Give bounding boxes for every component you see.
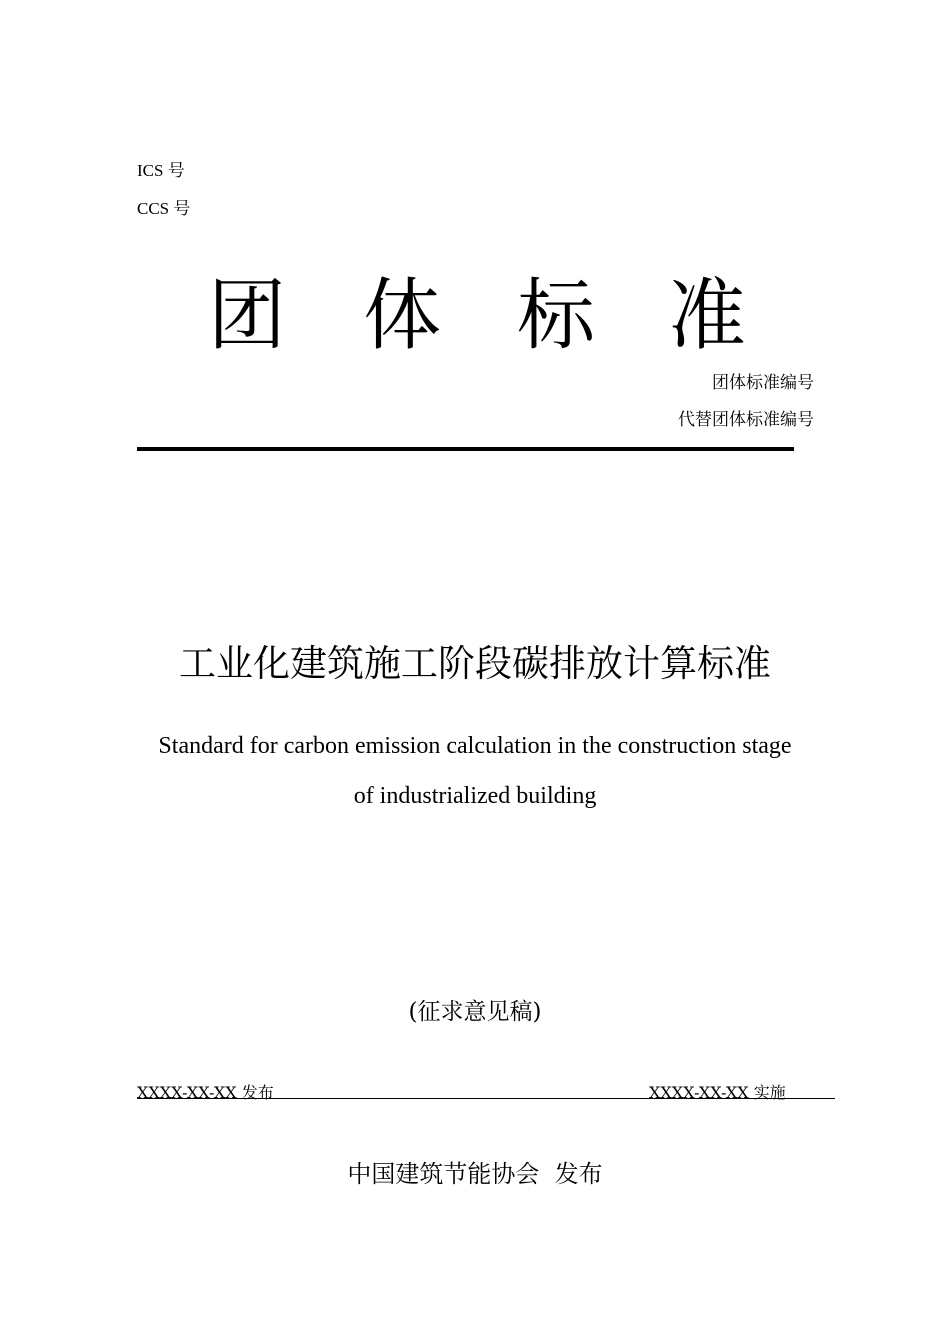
title-char: 团	[208, 271, 287, 361]
ics-number: ICS 号	[137, 161, 185, 180]
ccs-number: CCS 号	[137, 199, 191, 218]
draft-status: (征求意见稿)	[408, 999, 542, 1025]
header-divider	[137, 447, 794, 451]
implement-date: XXXX-XX-XX 实施	[649, 1083, 786, 1102]
title-char: 标	[517, 271, 596, 361]
document-title-en-line2: of industrialized building	[353, 783, 597, 809]
publish-date: XXXX-XX-XX 发布	[137, 1083, 274, 1102]
issuer: 中国建筑节能协会 发布	[347, 1160, 603, 1188]
title-char: 准	[668, 271, 747, 361]
document-title-en-line1: Standard for carbon emission calculation in the construction stage	[158, 733, 792, 759]
standard-number: 团体标准编号	[712, 373, 814, 393]
replaced-standard-number: 代替团体标准编号	[678, 410, 814, 430]
document-title-zh: 工业化建筑施工阶段碳排放计算标准	[179, 642, 771, 685]
standard-type-title	[0, 268, 950, 364]
title-char: 体	[363, 271, 442, 361]
